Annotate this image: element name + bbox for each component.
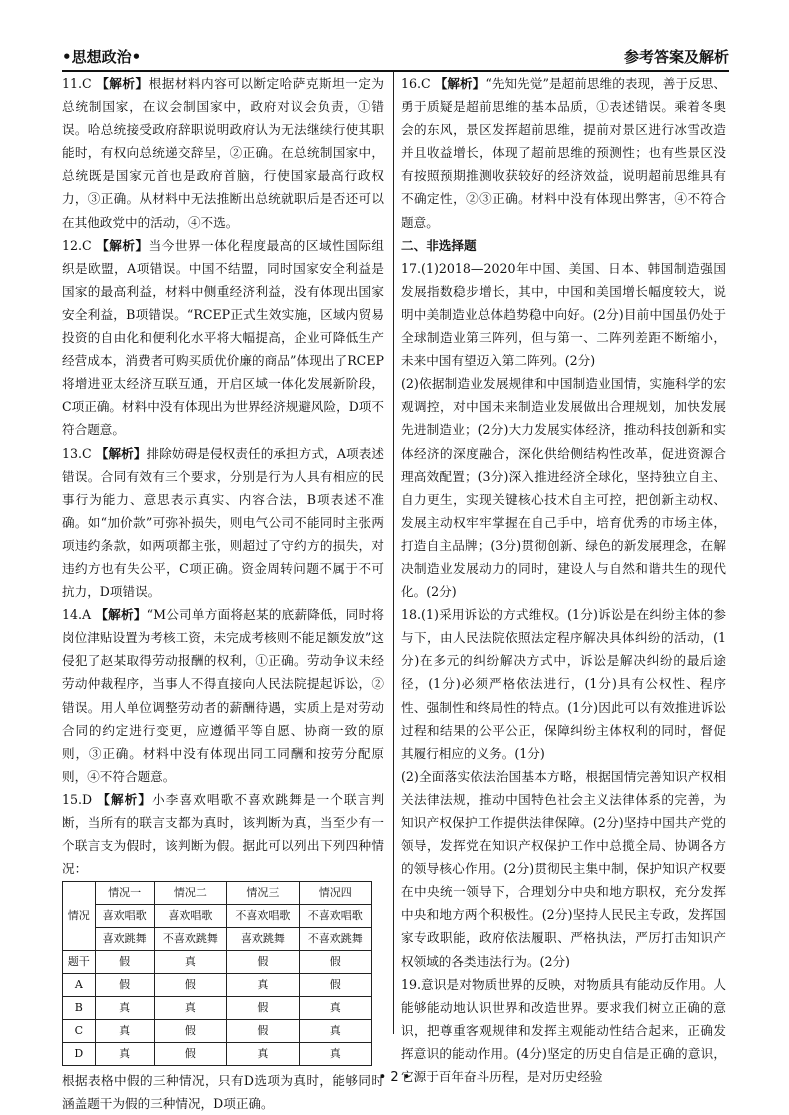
table-cell: 喜欢唱歌 [154, 905, 226, 928]
answer-number: 14.A [62, 607, 96, 623]
table-cell: 真 [154, 951, 226, 974]
table-cell: 喜欢跳舞 [95, 928, 154, 951]
table-cell: 真 [95, 1043, 154, 1066]
answer-11 [62, 72, 384, 234]
table-cell: B [63, 997, 96, 1020]
table-cell: 真 [227, 974, 299, 997]
table-cell: 假 [95, 974, 154, 997]
answer-15-conclusion: 根据表格中假的三种情况，只有D选项为真时，能够同时涵盖题干为假的三种情况，D项正确。 [62, 1073, 384, 1112]
analysis-tag: 【解析】 [96, 76, 149, 91]
table-cell: 情况三 [227, 882, 299, 905]
table-cell: 真 [95, 997, 154, 1020]
table-cell: 真 [299, 1043, 371, 1066]
table-cell: 假 [95, 951, 154, 974]
truth-table [62, 881, 372, 1066]
table-cell: 不喜欢跳舞 [299, 928, 371, 951]
answer-number: 12.C [62, 237, 97, 253]
table-cell: 真 [299, 1020, 371, 1043]
table-cell: 假 [227, 997, 299, 1020]
answer-17-part1: 17.(1)2018—2020年中国、美国、日本、韩国制造强国发展指数稳步增长，其中，中国和美国增长幅度较大，说明中美制造业总体趋势稳中向好。(2分)目前中国虽仍处于全球制造业第三阵列，但与第一、二阵列差距不断缩小，未来中国有望迈入第二阵列。(2分) [401, 260, 726, 369]
table-row [63, 928, 372, 951]
answer-number: 13.C [62, 445, 96, 461]
table-cell: 喜欢跳舞 [227, 928, 299, 951]
table-row [63, 951, 372, 974]
table-cell: 假 [154, 1043, 226, 1066]
table-row [63, 1020, 372, 1043]
answer-number: 16.C [401, 76, 435, 91]
table-cell: 情况四 [299, 882, 371, 905]
table-cell: 真 [154, 997, 226, 1020]
table-cell: 不喜欢唱歌 [299, 905, 371, 928]
table-row [63, 997, 372, 1020]
answer-19: 19.意识是对物质世界的反映，对物质具有能动反作用。人能够能动地认识世界和改造世界。要求我们树立正确的意识，把尊重客观规律和发挥主观能动性结合起来，正确发挥意识的能动作用。(4分)坚定的历史自信是正确的意识，它源于百年奋斗历程，是对历史经验 [401, 976, 726, 1085]
answer-17-part2: (2)依据制造业发展规律和中国制造业国情，实施科学的宏观调控，对中国未来制造业发展做出合理规划，加快发展先进制造业；(2分)大力发展实体经济，推动科技创新和实体经济的深度融合，深化供给侧结构性改革，促进资源合理高效配置；(3分)深入推进经济全球化，坚持独立自主、自力更生，实现关键核心技术自主可控，把创新主动权、发展主动权牢牢掌握在自己手中，培育优秀的市场主体，打造自主品牌；(3分)贯彻创新、绿色的新发展理念，在解决制造业发展动力的同时，建设人与自然和谐共生的现代化。(2分) [401, 376, 726, 600]
table-cell: 情况一 [95, 882, 154, 905]
section-heading: 二、非选择题 [401, 237, 477, 253]
table-cell: 假 [154, 1020, 226, 1043]
table-row [63, 905, 372, 928]
analysis-tag: 【解析】 [97, 791, 153, 807]
answer-15 [62, 788, 384, 880]
table-cell: A [63, 974, 96, 997]
answer-text: 根据材料内容可以断定哈萨克斯坦一定为总统制国家，在议会制国家中，政府对议会负责，①错误。哈总统接受政府辞职说明政府认为无法继续行使其职能时，有权向总统递交辞呈，②正确。在总统制国家中，总统既是国家元首也是政府首脑，行使国家最高行政权力，③正确。从材料中无法推断出总统就职后是否还可以在其他政党中的活动，④不选。 [62, 76, 385, 230]
answer-12 [62, 234, 384, 442]
answer-text: 当今世界一体化程度最高的区域性国际组织是欧盟，A项错误。中国不结盟，同时国家安全利益是国家的最高利益，材料中侧重经济利益，没有体现出国家安全利益，B项错误。“RCEP正式生效实施，区域内贸易投资的自由化和便利化水平将大幅提高，企业可降低生产经营成本，消费者可购买质优价廉的商品”体现出了RCEP将增进亚太经济互联互通，开启区域一体化发展新阶段，C项正确。材料中没有体现出为世界经济规避风险，D项不符合题意。 [62, 237, 385, 438]
answer-16 [401, 72, 726, 234]
answer-18-part1: 18.(1)采用诉讼的方式维权。(1分)诉讼是在纠纷主体的参与下，由人民法院依照法定程序解决具体纠纷的活动，(1分)在多元的纠纷解决方式中，诉讼是解决纠纷的最后途径，(1分)必须严格依法进行，(1分)具有公权性、程序性、强制性和终局性的特点。(1分)因此可以有效推进诉讼过程和结果的公平公正，保障纠纷主体权利的同时，督促其履行相应的义务。(1分) [401, 607, 726, 761]
table-cell: 不喜欢唱歌 [227, 905, 299, 928]
analysis-tag: 【解析】 [434, 76, 486, 91]
table-row [63, 882, 372, 905]
table-cell: 假 [154, 974, 226, 997]
analysis-tag: 【解析】 [96, 237, 149, 253]
answer-14 [62, 603, 384, 788]
table-row [63, 1043, 372, 1066]
table-cell: 真 [95, 1020, 154, 1043]
answer-text: “M公司单方面将赵某的底薪降低，同时将岗位津贴设置为考核工资，未完成考核则不能足额发放”这侵犯了赵某取得劳动报酬的权利，①正确。劳动争议未经劳动仲裁程序，当事人不得直接向人民法院提起诉讼，②错误。用人单位调整劳动者的薪酬待遇，实质上是对劳动合同的约定进行变更，应遵循平等自愿、协商一致的原则，③正确。材料中没有体现出同工同酬和按劳分配原则，④不符合题意。 [62, 607, 384, 784]
table-cell: 真 [227, 1043, 299, 1066]
header-subject: •思想政治• [62, 48, 142, 66]
table-cell: 假 [299, 974, 371, 997]
page-header [62, 44, 729, 72]
table-row [63, 974, 372, 997]
table-cell: 情况二 [154, 882, 226, 905]
answer-18-part2: (2)全面落实依法治国基本方略，根据国情完善知识产权相关法律法规，推动中国特色社会主义法律体系的完善，为知识产权保护工作提供法律保障。(2分)坚持中国共产党的领导，发挥党在知识产权保护工作中总揽全局、协调各方的领导核心作用。(2分)贯彻民主集中制，保护知识产权要在中央统一领导下，合理划分中央和地方职权，充分发挥中央和地方两个积极性。(2分)坚持人民民主专政，发挥国家专政职能，政府依法履职、严格执法，严厉打击知识产权领域的各类违法行为。(2分) [401, 768, 726, 969]
table-cell: D [63, 1043, 96, 1066]
page-number: • 2 • [378, 1070, 411, 1085]
table-cell: C [63, 1020, 96, 1043]
answer-text: “先知先觉”是超前思维的表现，善于反思、勇于质疑是超前思维的基本品质，①表述错误。乘着冬奥会的东风，景区发挥超前思维，提前对景区进行冰雪改造并且收益增长，体现了超前思维的预测性；也有些景区没有按照预期推测收获较好的经济效益，说明超前思维具有不确定性，②③正确。材料中没有体现出弊害，④不符合题意。 [401, 76, 726, 230]
table-cell: 情况 [63, 882, 96, 951]
table-cell: 假 [299, 951, 371, 974]
analysis-tag: 【解析】 [95, 445, 147, 461]
answer-text: 小李喜欢唱歌不喜欢跳舞是一个联言判断，当所有的联言支都为真时，该判断为真，当至少有一个联言支为假时，该判断为假。据此可以列出下列四种情况： [62, 791, 385, 877]
answer-number: 15.D [62, 791, 98, 807]
answer-number: 11.C [62, 76, 97, 91]
answer-text: 排除妨碍是侵权责任的承担方式，A项表述错误。合同有效有三个要求，分别是行为人具有相应的民事行为能力、意思表示真实、内容合法，B项表述不准确。如“加价款”可弥补损失，则电气公司不能同时主张两项违约条款，如两项都主张，则超过了守约方的损失，对违约方也有失公平，C项正确。资金周转问题不属于不可抗力，D项错误。 [62, 445, 384, 600]
table-cell: 喜欢唱歌 [95, 905, 154, 928]
header-title: 参考答案及解析 [623, 48, 729, 66]
left-column [62, 72, 384, 1115]
table-cell: 假 [227, 951, 299, 974]
answer-13 [62, 442, 384, 604]
table-cell: 假 [227, 1020, 299, 1043]
table-cell: 不喜欢跳舞 [154, 928, 226, 951]
analysis-tag: 【解析】 [95, 607, 147, 623]
table-cell: 题干 [63, 951, 96, 974]
right-column [401, 72, 726, 1088]
column-divider [393, 72, 394, 1034]
table-cell: 真 [299, 997, 371, 1020]
